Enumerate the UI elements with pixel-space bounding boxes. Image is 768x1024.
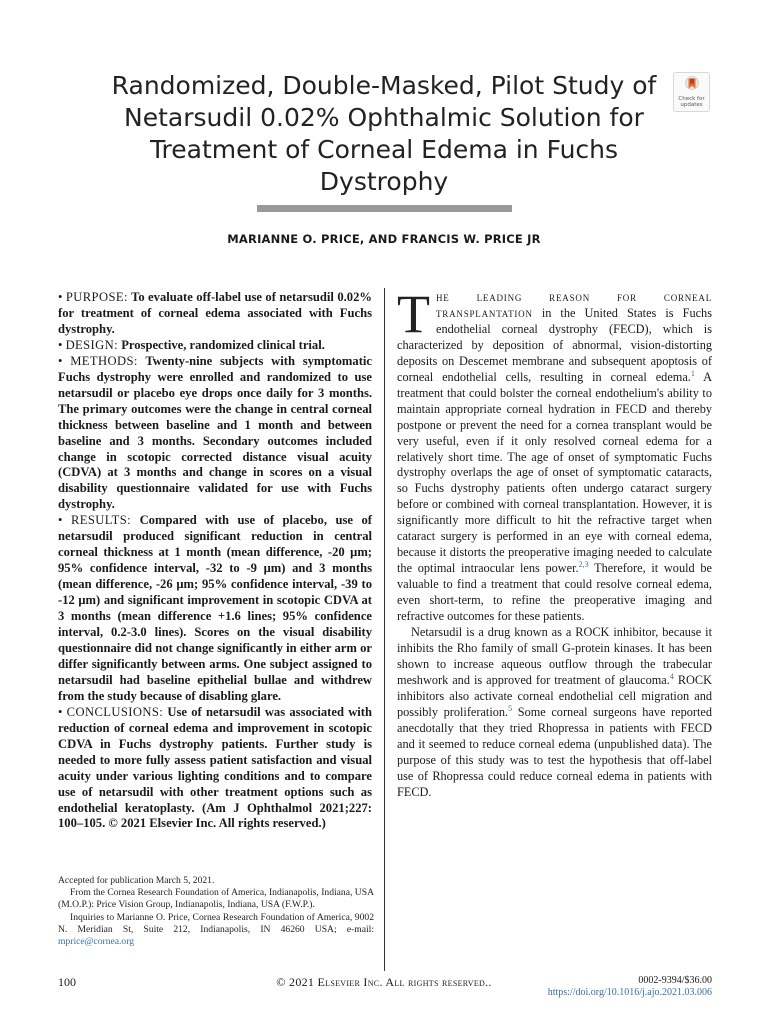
badge-label: Check for updates [678,96,705,108]
column-divider [384,288,385,971]
abstract-design: • DESIGN: Prospective, randomized clinical trial. [58,337,325,352]
reference-link[interactable]: 1 [690,368,695,378]
title-rule [257,205,512,212]
email-link[interactable]: mprice@cornea.org [58,936,135,948]
abstract [58,290,372,832]
drop-cap: T [397,284,430,344]
accepted-note: Accepted for publication March 5, 2021. [58,875,215,886]
bookmark-icon [685,76,699,94]
check-for-updates-badge[interactable] [673,72,710,112]
page-number: 100 [58,975,76,989]
affiliation-note: From the Cornea Research Foundation of America, Indianapolis, Indiana, USA (M.O.P.): Price Vision Group, Indianapolis, Indiana, USA (F.W.P.). [58,887,374,911]
paragraph-1: The leading reason for corneal transplantation in the United States is Fuchs endothelial corneal dystrophy (FECD), which is characterized by deposition of abnormal, vision-distorting deposits on Descemet membrane and subsequent apoptosis of corneal endothelial cells, resulting in corneal edema.$^1$ A treatment that could bolster the corneal endothelium's ability to maintain appropriate corneal hydration in FECD and thereby postpone or prevent the need for a cornea transplant would be very useful, even if it only resolved corneal edema for a relatively short time. The age of onset of symptomatic Fuchs dystrophy overlaps the age of onset of symptomatic cataracts, so Fuchs dystrophy patients often undergo cataract surgery before or combined with corneal transplantation. However, it is significantly more difficult to hit the refractive target when cataract surgery is performed in an eye with corneal edema, because it distorts the preoperative imaging needed to calculate the optimal intraocular lens power.$^{2,3}$ Therefore, it would be valuable to find a treatment that could resolve corneal edema, even short-term, to refine the preoperative imaging and refractive outcomes for these patients. [397,284,712,624]
issn-block [548,975,712,999]
abstract-conclusions: • CONCLUSIONS: Use of netarsudil was associated with reduction of corneal edema and improvement in scotopic CDVA in Fuchs dystrophy patients. Further study is needed to more fully assess patient satisfaction and visual acuity under various lighting conditions and to compare use of netarsudil with other treatment options such as endothelial keratoplasty. (Am J Ophthalmol 2021;227: 100–105. © 2021 Elsevier Inc. All rights reserved.) [58,704,372,831]
article-title: Randomized, Double-Masked, Pilot Study of Netarsudil 0.02% Ophthalmic Solution for Treatment of Corneal Edema in Fuchs Dystrophy [111,71,657,196]
paragraph-2: Netarsudil is a drug known as a ROCK inhibitor, because it inhibits the Rho family of small G-protein kinases. It has been shown to increase aqueous outflow through the trabecular meshwork and is approved for treatment of glaucoma.$^4$ ROCK inhibitors also activate corneal endothelial cell migration and possibly proliferation.$^5$ Some corneal surgeons have reported anecdotally that they tried Rhopressa in patients with FECD and it seemed to reduce corneal edema (unpublished data). The purpose of this study was to test the hypothesis that off-label use of Rhopressa could reduce corneal edema in patients with FECD. [397,625,712,799]
issn-price: 0002-9394/$36.00 [638,975,712,986]
abstract-methods: • METHODS: Twenty-nine subjects with symptomatic Fuchs dystrophy were enrolled and randomized to use netarsudil or placebo eye drops once daily for 3 months. The primary outcomes were the change in central corneal thickness between baseline and 1 month and between baseline and 3 months. Secondary outcomes included change in scotopic corrected distance visual acuity (CDVA) at 3 months and change in scores on a visual disability questionnaire validated for use with Fuchs dystrophy. [58,353,372,512]
footnotes [58,875,374,948]
abstract-purpose: • PURPOSE: To evaluate off-label use of netarsudil 0.02% for treatment of corneal edema associated with Fuchs dystrophy. [58,290,372,336]
author-line: MARIANNE O. PRICE, AND FRANCIS W. PRICE JR [227,232,541,246]
abstract-results: • RESULTS: Compared with use of placebo, use of netarsudil produced significant reduction in central corneal thickness at 1 month (mean difference, -20 μm; 95% confidence interval, -32 to -9 μm) and 3 months (mean difference, -26 μm; 95% confidence interval, -39 to -12 μm) and significant improvement in scotopic CDVA at 3 months (mean difference +1.6 lines; 95% confidence interval, 0.2-3.0 lines). Scores on the visual disability questionnaire did not change significantly in either arm or differ significantly between arms. One subject assigned to netarsudil had baseline epithelial bullae and withdrew from the study because of disabling glare. [58,513,372,703]
body-text [397,284,712,801]
reference-link[interactable]: 5 [508,703,513,713]
reference-link[interactable]: 2,3 [578,560,589,570]
abstract-citation: (Am J Ophthalmol 2021;227: 100–105. © 2021 Elsevier Inc. All rights reserved.) [58,800,372,831]
inquiries-note: Inquiries to Marianne O. Price, Cornea Research Foundation of America, 9002 N. Meridian St, Suite 212, Indianapolis, IN 46260 USA; e-mail: mprice@cornea.org [58,911,374,948]
reference-link[interactable]: 4 [669,671,674,681]
doi-link[interactable]: https://doi.org/10.1016/j.ajo.2021.03.006 [547,987,712,998]
copyright-line: © 2021 Elsevier Inc. All rights reserved.. [276,975,492,989]
